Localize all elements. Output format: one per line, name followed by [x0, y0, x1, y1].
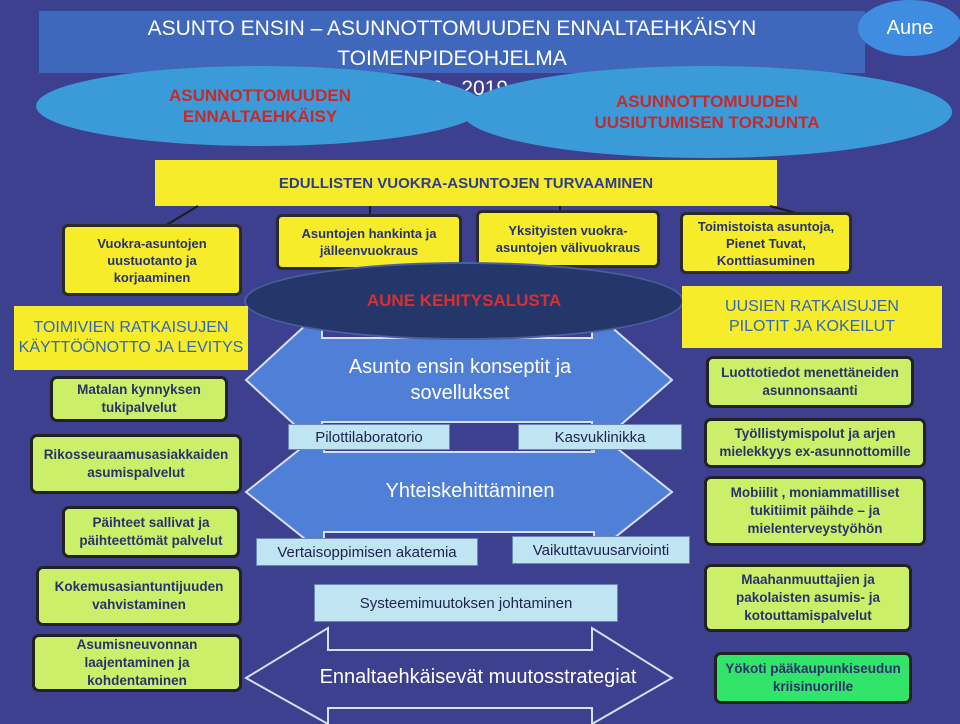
heading-uusien-ratkaisujen: [682, 286, 942, 348]
konseptit-line2: sovellukset: [410, 382, 510, 404]
box-luottotiedot: Luottotiedot menettäneiden asunnonsaanti: [706, 356, 914, 408]
title-line2: 2019: [461, 77, 509, 100]
box-asumisneuvonnan: Asumisneuvonnan laajentaminen ja kohdentaminen: [32, 634, 242, 692]
ellipse-right-line1: ASUNNOTTOMUUDEN: [616, 92, 798, 111]
label-kasvuklinikka: Kasvuklinikka: [518, 424, 682, 450]
box-tyollistymispolut: Työllistymispolut ja arjen mielekkyys ex-asunnottomille: [704, 418, 926, 468]
title-line1: ASUNTO ENSIN – ASUNNOTTOMUUDEN ENNALTAEHKÄISYN TOIMENPIDEOHJELMA: [147, 17, 757, 70]
banner-edullisten-vuokra-asuntojen: EDULLISTEN VUOKRA-ASUNTOJEN TURVAAMINEN: [155, 160, 777, 206]
box-vuokra-asuntojen-uustuotanto: Vuokra-asuntojen uustuotanto ja korjaaminen: [62, 224, 242, 296]
box-asuntojen-hankinta: Asuntojen hankinta ja jälleenvuokraus: [276, 214, 462, 270]
box-matalan-kynnyksen: Matalan kynnyksen tukipalvelut: [50, 376, 228, 422]
text-yhteiskehittaminen: Yhteiskehittäminen: [385, 480, 555, 502]
box-rikosseuraamusasiakkaiden: Rikosseuraamusasiakkaiden asumispalvelut: [30, 434, 242, 494]
left-heading-line1: TOIMIVIEN RATKAISUJEN: [33, 319, 229, 336]
box-yokoti: Yökoti pääkaupunkiseudun kriisinuorille: [714, 652, 912, 704]
box-toimistoista-asuntoja: Toimistoista asuntoja, Pienet Tuvat, Konttiasuminen: [680, 212, 852, 274]
text-asunto-ensin-konseptit: [300, 354, 620, 406]
box-kokemusasiantuntijuuden: Kokemusasiantuntijuuden vahvistaminen: [36, 566, 242, 626]
aune-badge: Aune: [858, 0, 960, 56]
box-paihteet-sallivat: Päihteet sallivat ja päihteettömät palvelut: [62, 506, 240, 558]
right-heading-line2: PILOTIT JA KOKEILUT: [729, 318, 895, 335]
right-heading-line1: UUSIEN RATKAISUJEN: [725, 298, 899, 315]
ellipse-aune-kehitysalusta: AUNE KEHITYSALUSTA: [244, 262, 684, 340]
ellipse-left-line1: ASUNNOTTOMUUDEN: [169, 86, 351, 105]
label-systeemimuutoksen-johtaminen: Systeemimuutoksen johtaminen: [314, 584, 618, 622]
box-maahanmuuttajien: Maahanmuuttajien ja pakolaisten asumis- ja kotouttamispalvelut: [704, 564, 912, 632]
konseptit-line1: Asunto ensin konseptit ja: [348, 356, 572, 378]
text-ennaltaehkaisevat-muutosstrategiat: Ennaltaehkäisevät muutosstrategiat: [319, 666, 637, 688]
box-mobiilit-tukitiimit: Mobiilit , moniammatilliset tukitiimit päihde – ja mielenterveystyöhön: [704, 476, 926, 546]
ellipse-right-line2: UUSIUTUMISEN TORJUNTA: [594, 113, 820, 132]
ellipse-left-line2: ENNALTAEHKÄISY: [182, 107, 338, 126]
label-vertaisoppimisen-akatemia: Vertaisoppimisen akatemia: [256, 538, 478, 566]
label-vaikuttavuusarviointi: Vaikuttavuusarviointi: [512, 536, 690, 564]
box-yksityisten-valivuokraus: Yksityisten vuokra-asuntojen välivuokraus: [476, 210, 660, 268]
label-pilottilaboratorio: Pilottilaboratorio: [288, 424, 450, 450]
left-heading-line2: KÄYTTÖÖNOTTO JA LEVITYS: [18, 339, 244, 356]
heading-toimivien-ratkaisujen: [14, 306, 248, 370]
